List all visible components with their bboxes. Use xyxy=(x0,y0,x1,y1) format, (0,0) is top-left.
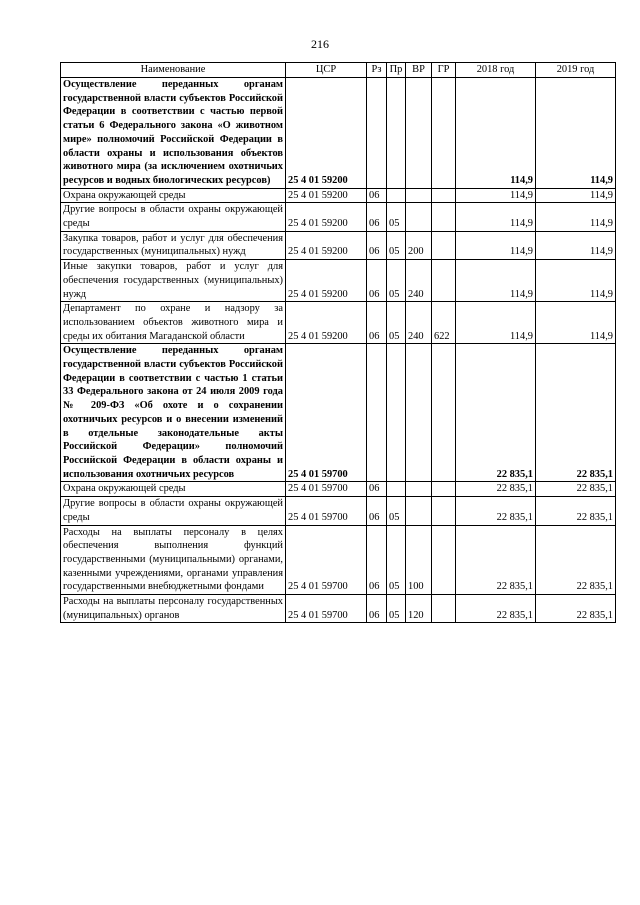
cell-pr xyxy=(387,344,406,482)
cell-pr: 05 xyxy=(387,525,406,595)
cell-csr: 25 4 01 59200 xyxy=(286,302,367,344)
cell-pr xyxy=(387,188,406,203)
cell-name: Иные закупки товаров, работ и услуг для обеспечения государственных (муниципальных) нужд xyxy=(61,260,286,302)
cell-rz xyxy=(367,78,387,189)
cell-2019: 114,9 xyxy=(536,188,616,203)
cell-csr: 25 4 01 59700 xyxy=(286,595,367,623)
cell-name: Департамент по охране и надзору за использованием объектов животного мира и среды их обитания Магаданской области xyxy=(61,302,286,344)
cell-vr xyxy=(406,344,432,482)
cell-vr xyxy=(406,203,432,231)
cell-csr: 25 4 01 59200 xyxy=(286,260,367,302)
cell-2018: 22 835,1 xyxy=(456,497,536,525)
cell-name: Охрана окружающей среды xyxy=(61,482,286,497)
cell-2019: 114,9 xyxy=(536,231,616,259)
page-number: 216 xyxy=(311,37,329,51)
cell-pr: 05 xyxy=(387,203,406,231)
cell-name: Охрана окружающей среды xyxy=(61,188,286,203)
cell-rz: 06 xyxy=(367,188,387,203)
cell-2019: 114,9 xyxy=(536,260,616,302)
cell-name: Осуществление переданных органам государственной власти субъектов Российской Федерации в соответствии с частью первой статьи 6 Федерального закона «О животном мире» полномочий Российской Федерации в области охраны и использования объектов животного мира (за исключением охотничьих ресурсов и водных биологических ресурсов) xyxy=(61,78,286,189)
cell-pr: 05 xyxy=(387,260,406,302)
cell-gr xyxy=(432,78,456,189)
cell-pr xyxy=(387,482,406,497)
cell-vr: 120 xyxy=(406,595,432,623)
cell-rz: 06 xyxy=(367,231,387,259)
cell-csr: 25 4 01 59700 xyxy=(286,525,367,595)
table-row xyxy=(61,344,616,482)
cell-2019: 22 835,1 xyxy=(536,344,616,482)
cell-2018: 22 835,1 xyxy=(456,482,536,497)
cell-2018: 114,9 xyxy=(456,260,536,302)
cell-rz: 06 xyxy=(367,302,387,344)
cell-2018: 22 835,1 xyxy=(456,344,536,482)
cell-2019: 114,9 xyxy=(536,203,616,231)
cell-vr xyxy=(406,497,432,525)
cell-vr: 240 xyxy=(406,260,432,302)
cell-gr xyxy=(432,497,456,525)
cell-rz: 06 xyxy=(367,203,387,231)
cell-pr: 05 xyxy=(387,595,406,623)
header-vr: ВР xyxy=(406,63,432,78)
cell-2019: 114,9 xyxy=(536,78,616,189)
cell-name: Осуществление переданных органам государственной власти субъектов Российской Федерации в соответствии с частью 1 статьи 33 Федерального закона от 24 июля 2009 года № 209-ФЗ «Об охоте и о сохранении охотничьих ресурсов и о внесении изменений в отдельные законодательные акты Российской Федерации» полномочий Российской Федерации в области охраны и использования охотничьих ресурсов xyxy=(61,344,286,482)
cell-vr xyxy=(406,188,432,203)
cell-gr xyxy=(432,203,456,231)
cell-gr xyxy=(432,482,456,497)
cell-vr: 200 xyxy=(406,231,432,259)
table-row xyxy=(61,231,616,259)
cell-gr xyxy=(432,595,456,623)
header-name: Наименование xyxy=(61,63,286,78)
cell-rz: 06 xyxy=(367,497,387,525)
table-row xyxy=(61,482,616,497)
cell-2018: 22 835,1 xyxy=(456,595,536,623)
header-csr: ЦСР xyxy=(286,63,367,78)
cell-pr: 05 xyxy=(387,231,406,259)
cell-name: Другие вопросы в области охраны окружающей среды xyxy=(61,203,286,231)
cell-rz: 06 xyxy=(367,482,387,497)
cell-2018: 114,9 xyxy=(456,78,536,189)
table-row xyxy=(61,595,616,623)
cell-2018: 114,9 xyxy=(456,231,536,259)
table-row xyxy=(61,260,616,302)
cell-gr: 622 xyxy=(432,302,456,344)
cell-rz: 06 xyxy=(367,525,387,595)
cell-2018: 114,9 xyxy=(456,188,536,203)
cell-csr: 25 4 01 59200 xyxy=(286,203,367,231)
cell-2019: 22 835,1 xyxy=(536,595,616,623)
header-2018: 2018 год xyxy=(456,63,536,78)
cell-gr xyxy=(432,188,456,203)
cell-name: Расходы на выплаты персоналу государственных (муниципальных) органов xyxy=(61,595,286,623)
table-row xyxy=(61,497,616,525)
cell-gr xyxy=(432,344,456,482)
cell-csr: 25 4 01 59200 xyxy=(286,231,367,259)
cell-rz xyxy=(367,344,387,482)
cell-vr xyxy=(406,78,432,189)
cell-name: Другие вопросы в области охраны окружающей среды xyxy=(61,497,286,525)
cell-rz: 06 xyxy=(367,260,387,302)
cell-gr xyxy=(432,525,456,595)
cell-pr: 05 xyxy=(387,497,406,525)
cell-name: Расходы на выплаты персоналу в целях обеспечения выполнения функций государственными (муниципальными) органами, казенными учреждениями, органами управления государственными внебюджетными фондами xyxy=(61,525,286,595)
cell-2018: 22 835,1 xyxy=(456,525,536,595)
table-row xyxy=(61,188,616,203)
cell-csr: 25 4 01 59200 xyxy=(286,78,367,189)
header-pr: Пр xyxy=(387,63,406,78)
budget-table xyxy=(60,62,616,623)
cell-csr: 25 4 01 59700 xyxy=(286,497,367,525)
cell-gr xyxy=(432,231,456,259)
cell-csr: 25 4 01 59700 xyxy=(286,344,367,482)
cell-pr: 05 xyxy=(387,302,406,344)
cell-vr xyxy=(406,482,432,497)
cell-2019: 114,9 xyxy=(536,302,616,344)
table-row xyxy=(61,203,616,231)
cell-csr: 25 4 01 59200 xyxy=(286,188,367,203)
cell-csr: 25 4 01 59700 xyxy=(286,482,367,497)
header-2019: 2019 год xyxy=(536,63,616,78)
table-row xyxy=(61,78,616,189)
table-header-row xyxy=(61,63,616,78)
cell-rz: 06 xyxy=(367,595,387,623)
cell-2019: 22 835,1 xyxy=(536,482,616,497)
cell-2019: 22 835,1 xyxy=(536,525,616,595)
cell-gr xyxy=(432,260,456,302)
cell-vr: 240 xyxy=(406,302,432,344)
cell-2018: 114,9 xyxy=(456,302,536,344)
cell-2018: 114,9 xyxy=(456,203,536,231)
cell-vr: 100 xyxy=(406,525,432,595)
cell-name: Закупка товаров, работ и услуг для обеспечения государственных (муниципальных) нужд xyxy=(61,231,286,259)
cell-pr xyxy=(387,78,406,189)
table-row xyxy=(61,525,616,595)
header-gr: ГР xyxy=(432,63,456,78)
table-body xyxy=(61,78,616,623)
cell-2019: 22 835,1 xyxy=(536,497,616,525)
header-rz: Рз xyxy=(367,63,387,78)
table-row xyxy=(61,302,616,344)
